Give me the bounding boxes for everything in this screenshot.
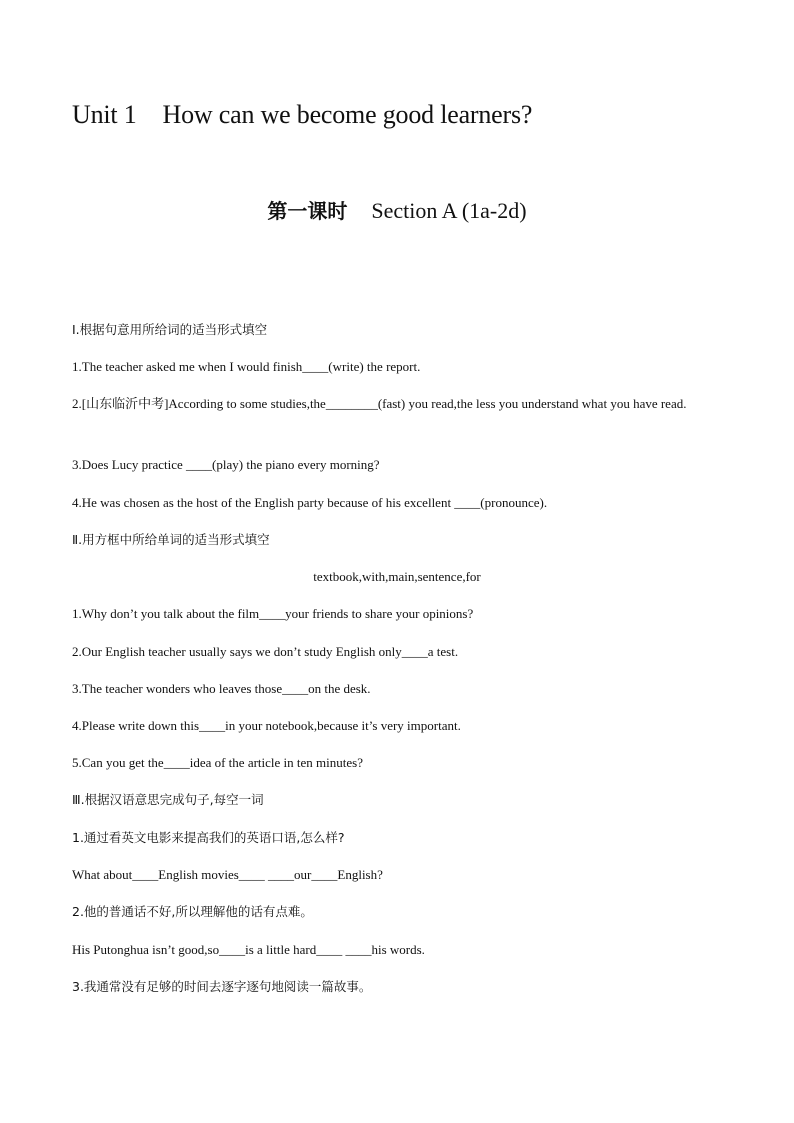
- exercise-2-2: 2.Our English teacher usually says we don’t study English only____a test.: [72, 644, 459, 659]
- exercise-1-3: 3.Does Lucy practice ____(play) the piano every morning?: [72, 457, 380, 472]
- exercise-3-1-sentence: What about____English movies____ ____our____English?: [72, 867, 383, 882]
- exercise-3-2-prompt: 2.他的普通话不好,所以理解他的话有点难。: [72, 904, 313, 919]
- exercise-1-4: 4.He was chosen as the host of the English party because of his excellent ____(pronounce).: [72, 495, 548, 510]
- unit-number: Unit 1: [72, 100, 137, 129]
- exercise-2-3: 3.The teacher wonders who leaves those____on the desk.: [72, 681, 371, 696]
- exercise-3-2-sentence: His Putonghua isn’t good,so____is a little hard____ ____his words.: [72, 942, 425, 957]
- unit-subtitle: How can we become good learners?: [162, 100, 533, 129]
- lesson-title: [0, 195, 794, 224]
- word-box: textbook,with,main,sentence,for: [313, 569, 481, 584]
- lesson-title-cn: 第一课时: [267, 199, 348, 223]
- exercise-3-3-prompt: 3.我通常没有足够的时间去逐字逐句地阅读一篇故事。: [72, 979, 372, 994]
- exercise-1-2: 2.[山东临沂中考]According to some studies,the________(fast) you read,the less you understand what you have read.: [72, 396, 687, 411]
- exercise-2-1: 1.Why don’t you talk about the film____your friends to share your opinions?: [72, 606, 474, 621]
- section-heading-2: Ⅱ.用方框中所给单词的适当形式填空: [72, 532, 270, 547]
- exercise-2-5: 5.Can you get the____idea of the article in ten minutes?: [72, 755, 363, 770]
- unit-title: [72, 100, 532, 130]
- section-heading-3: Ⅲ.根据汉语意思完成句子,每空一词: [72, 792, 264, 807]
- exercise-1-1: 1.The teacher asked me when I would finish____(write) the report.: [72, 359, 421, 374]
- section-heading-1: Ⅰ.根据句意用所给词的适当形式填空: [72, 322, 268, 337]
- lesson-title-en: Section A (1a-2d): [371, 198, 527, 223]
- exercise-2-4: 4.Please write down this____in your notebook,because it’s very important.: [72, 718, 461, 733]
- exercise-3-1-prompt: 1.通过看英文电影来提高我们的英语口语,怎么样?: [72, 830, 345, 845]
